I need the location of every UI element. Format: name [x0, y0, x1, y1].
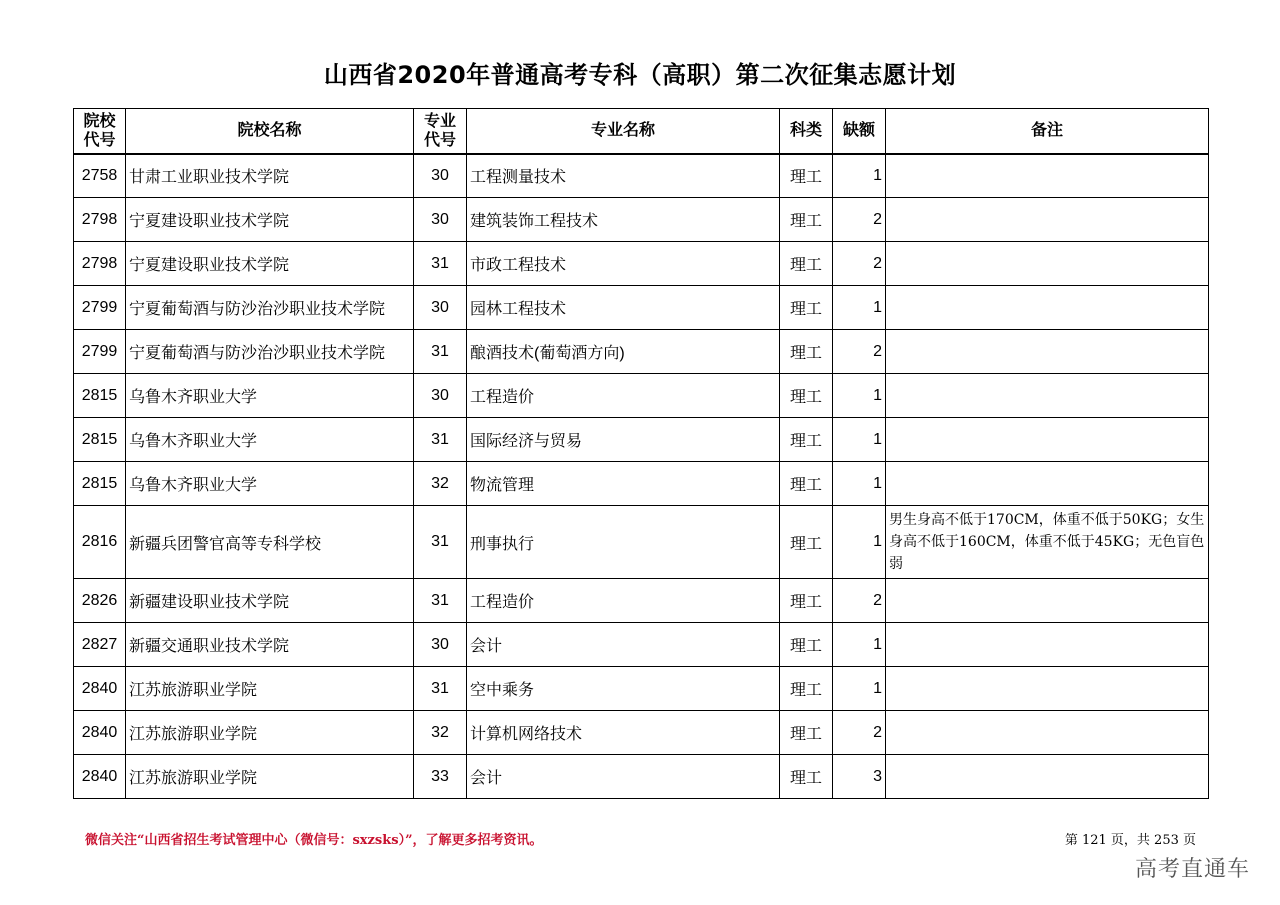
cell-major-code: 31 [414, 330, 467, 374]
cell-vacancy: 1 [833, 374, 886, 418]
cell-vacancy: 1 [833, 462, 886, 506]
watermark-text: 高考直通车 [1134, 857, 1250, 882]
cell-major-name: 酿酒技术(葡萄酒方向) [467, 330, 780, 374]
cell-category: 理工 [780, 374, 833, 418]
cell-category: 理工 [780, 462, 833, 506]
table-row [74, 198, 1209, 242]
cell-major-name: 会计 [467, 755, 780, 799]
cell-note [886, 711, 1209, 755]
cell-note [886, 286, 1209, 330]
cell-category: 理工 [780, 242, 833, 286]
page-number: 第 121 页，共 253 页 [1064, 833, 1196, 848]
page-title: 山西省2020年普通高考专科（高职）第二次征集志愿计划 [323, 61, 957, 89]
cell-major-name: 工程造价 [467, 579, 780, 623]
cell-category: 理工 [780, 418, 833, 462]
header-major-name: 专业名称 [467, 109, 780, 154]
header-school-code: 院校代号 [74, 109, 126, 154]
cell-category: 理工 [780, 506, 833, 579]
cell-major-name: 国际经济与贸易 [467, 418, 780, 462]
cell-major-code: 31 [414, 506, 467, 579]
cell-school-name: 江苏旅游职业学院 [126, 711, 414, 755]
cell-school-name: 乌鲁木齐职业大学 [126, 374, 414, 418]
cell-note [886, 418, 1209, 462]
cell-major-name: 工程造价 [467, 374, 780, 418]
header-vacancy: 缺额 [833, 109, 886, 154]
cell-major-code: 32 [414, 711, 467, 755]
cell-category: 理工 [780, 330, 833, 374]
header-category: 科类 [780, 109, 833, 154]
cell-note [886, 330, 1209, 374]
cell-vacancy: 2 [833, 711, 886, 755]
table-row [74, 506, 1209, 579]
cell-category: 理工 [780, 154, 833, 198]
cell-major-code: 31 [414, 242, 467, 286]
table-header-row [74, 109, 1209, 154]
cell-school-code: 2815 [74, 418, 126, 462]
cell-major-name: 建筑装饰工程技术 [467, 198, 780, 242]
header-major-code: 专业代号 [414, 109, 467, 154]
cell-school-code: 2840 [74, 755, 126, 799]
cell-major-name: 刑事执行 [467, 506, 780, 579]
cell-major-code: 31 [414, 418, 467, 462]
cell-school-code: 2840 [74, 667, 126, 711]
table-row [74, 667, 1209, 711]
cell-school-code: 2827 [74, 623, 126, 667]
table-row [74, 755, 1209, 799]
cell-school-name: 江苏旅游职业学院 [126, 667, 414, 711]
cell-major-code: 30 [414, 198, 467, 242]
cell-school-name: 宁夏建设职业技术学院 [126, 242, 414, 286]
cell-note [886, 623, 1209, 667]
cell-school-code: 2798 [74, 198, 126, 242]
cell-school-code: 2799 [74, 286, 126, 330]
cell-note [886, 154, 1209, 198]
cell-school-name: 甘肃工业职业技术学院 [126, 154, 414, 198]
table-row [74, 579, 1209, 623]
cell-school-name: 乌鲁木齐职业大学 [126, 418, 414, 462]
cell-vacancy: 1 [833, 506, 886, 579]
table-row [74, 711, 1209, 755]
cell-note [886, 374, 1209, 418]
cell-note [886, 667, 1209, 711]
cell-category: 理工 [780, 198, 833, 242]
cell-major-code: 30 [414, 374, 467, 418]
cell-vacancy: 2 [833, 330, 886, 374]
cell-vacancy: 1 [833, 154, 886, 198]
cell-vacancy: 2 [833, 198, 886, 242]
cell-category: 理工 [780, 667, 833, 711]
cell-school-name: 宁夏葡萄酒与防沙治沙职业技术学院 [126, 286, 414, 330]
cell-note [886, 198, 1209, 242]
cell-note [886, 579, 1209, 623]
cell-category: 理工 [780, 755, 833, 799]
cell-category: 理工 [780, 623, 833, 667]
cell-major-code: 31 [414, 579, 467, 623]
cell-school-code: 2798 [74, 242, 126, 286]
cell-school-name: 宁夏建设职业技术学院 [126, 198, 414, 242]
table-row [74, 462, 1209, 506]
cell-major-code: 30 [414, 154, 467, 198]
cell-major-code: 31 [414, 667, 467, 711]
cell-school-code: 2826 [74, 579, 126, 623]
wechat-notice: 微信关注“山西省招生考试管理中心（微信号：sxzsks）”，了解更多招考资讯。 [85, 833, 543, 848]
cell-note [886, 755, 1209, 799]
table-row [74, 330, 1209, 374]
cell-vacancy: 2 [833, 242, 886, 286]
cell-major-code: 33 [414, 755, 467, 799]
admission-plan-table [73, 108, 1209, 799]
header-school-name: 院校名称 [126, 109, 414, 154]
table-row [74, 374, 1209, 418]
cell-school-code: 2816 [74, 506, 126, 579]
cell-major-name: 计算机网络技术 [467, 711, 780, 755]
cell-major-name: 园林工程技术 [467, 286, 780, 330]
cell-major-name: 市政工程技术 [467, 242, 780, 286]
cell-school-name: 江苏旅游职业学院 [126, 755, 414, 799]
cell-major-name: 物流管理 [467, 462, 780, 506]
cell-school-name: 乌鲁木齐职业大学 [126, 462, 414, 506]
table-row [74, 242, 1209, 286]
cell-major-code: 30 [414, 623, 467, 667]
cell-category: 理工 [780, 286, 833, 330]
cell-school-name: 新疆交通职业技术学院 [126, 623, 414, 667]
cell-major-name: 会计 [467, 623, 780, 667]
table-row [74, 418, 1209, 462]
cell-category: 理工 [780, 579, 833, 623]
cell-school-name: 宁夏葡萄酒与防沙治沙职业技术学院 [126, 330, 414, 374]
table-row [74, 154, 1209, 198]
cell-major-name: 工程测量技术 [467, 154, 780, 198]
cell-vacancy: 1 [833, 623, 886, 667]
table-row [74, 623, 1209, 667]
cell-school-name: 新疆建设职业技术学院 [126, 579, 414, 623]
cell-note [886, 242, 1209, 286]
cell-vacancy: 1 [833, 418, 886, 462]
cell-school-code: 2815 [74, 374, 126, 418]
cell-school-code: 2840 [74, 711, 126, 755]
header-note: 备注 [886, 109, 1209, 154]
cell-category: 理工 [780, 711, 833, 755]
table-row [74, 286, 1209, 330]
cell-vacancy: 1 [833, 286, 886, 330]
cell-vacancy: 2 [833, 579, 886, 623]
cell-school-name: 新疆兵团警官高等专科学校 [126, 506, 414, 579]
cell-school-code: 2758 [74, 154, 126, 198]
cell-school-code: 2815 [74, 462, 126, 506]
cell-vacancy: 1 [833, 667, 886, 711]
cell-note [886, 462, 1209, 506]
cell-major-code: 30 [414, 286, 467, 330]
cell-major-code: 32 [414, 462, 467, 506]
cell-school-code: 2799 [74, 330, 126, 374]
cell-vacancy: 3 [833, 755, 886, 799]
cell-note: 男生身高不低于170CM，体重不低于50KG；女生身高不低于160CM，体重不低于45KG；无色盲色弱 [886, 506, 1209, 579]
cell-major-name: 空中乘务 [467, 667, 780, 711]
